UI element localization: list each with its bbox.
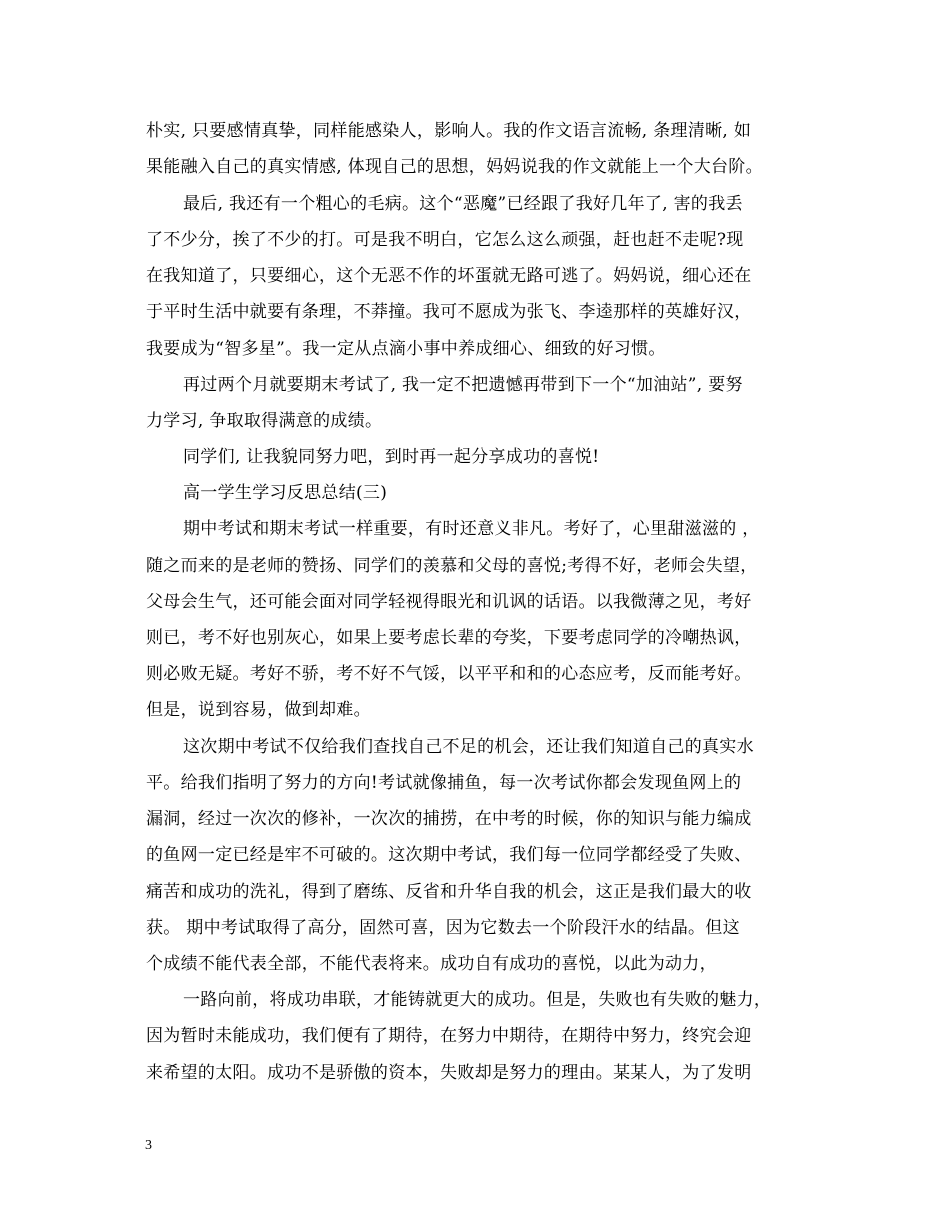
text-line: 于平时生活中就要有条理，不莽撞。我可不愿成为张飞、李逵那样的英雄好汉， [146, 302, 752, 322]
text-line: 随之而来的是老师的赞扬、同学们的羡慕和父母的喜悦;考得不好，老师会失望， [146, 556, 758, 576]
text-line: 果能融入自己的真实情感, 体现自己的思想，妈妈说我的作文就能上一个大台阶。 [146, 157, 763, 177]
text-line: 力学习, 争取取得满意的成绩。 [146, 411, 383, 431]
text-line: 再过两个月就要期末考试了, 我一定不把遗憾再带到下一个“加油站”, 要努 [183, 375, 743, 395]
text-line: 则已，考不好也别灰心，如果上要考虑长辈的夸奖，下要考虑同学的冷嘲热讽， [146, 628, 752, 648]
text-line: 但是，说到容易，做到却难。 [146, 700, 371, 720]
page-number: 3 [145, 1138, 152, 1153]
text-line: 同学们, 让我貌同努力吧，到时再一起分享成功的喜悦! [183, 447, 600, 467]
text-line: 这次期中考试不仅给我们查找自己不足的机会，还让我们知道自己的真实水 [183, 737, 754, 757]
text-line: 平。给我们指明了努力的方向!考试就像捕鱼，每一次考试你都会发现鱼网上的 [146, 773, 742, 793]
text-line: 漏洞，经过一次次的修补，一次次的捕捞，在中考的时候，你的知识与能力编成 [146, 809, 752, 829]
text-line: 因为暂时未能成功，我们便有了期待，在努力中期待，在期待中努力，终究会迎 [146, 1026, 752, 1046]
text-line: 的鱼网一定已经是牢不可破的。这次期中考试，我们每一位同学都经受了失败、 [146, 845, 752, 865]
text-line: 一路向前，将成功串联，才能铸就更大的成功。但是，失败也有失败的魅力， [183, 990, 772, 1010]
text-line: 获。 期中考试取得了高分，固然可喜，因为它数去一个阶段汗水的结晶。但这 [146, 918, 740, 938]
text-line: 个成绩不能代表全部，不能代表将来。成功自有成功的喜悦，以此为动力， [146, 954, 717, 974]
text-line: 最后, 我还有一个粗心的毛病。这个“恶魔”已经跟了我好几年了, 害的我丢 [183, 194, 743, 214]
text-line: 则必败无疑。考好不骄，考不好不气馁，以平平和和的心态应考，反而能考好。 [146, 664, 752, 684]
section-heading: 高一学生学习反思总结(三) [183, 483, 388, 503]
text-line: 我要成为“智多星”。我一定从点滴小事中养成细心、细致的好习惯。 [146, 339, 666, 359]
text-line: 在我知道了，只要细心，这个无恶不作的坏蛋就无路可逃了。妈妈说，细心还在 [146, 266, 752, 286]
text-line: 了不少分，挨了不少的打。可是我不明白，它怎么这么顽强，赶也赶不走呢?现 [146, 230, 744, 250]
text-line: 父母会生气，还可能会面对同学轻视得眼光和讥讽的话语。以我微薄之见，考好 [146, 592, 752, 612]
text-line: 期中考试和期末考试一样重要，有时还意义非凡。考好了，心里甜滋滋的 ， [183, 519, 760, 539]
text-line: 来希望的太阳。成功不是骄傲的资本，失败却是努力的理由。某某人，为了发明 [146, 1063, 752, 1083]
text-line: 痛苦和成功的洗礼，得到了磨练、反省和升华自我的机会，这正是我们最大的收 [146, 882, 752, 902]
text-line: 朴实, 只要感情真挚，同样能感染人，影响人。我的作文语言流畅, 条理清晰, 如 [146, 121, 752, 141]
